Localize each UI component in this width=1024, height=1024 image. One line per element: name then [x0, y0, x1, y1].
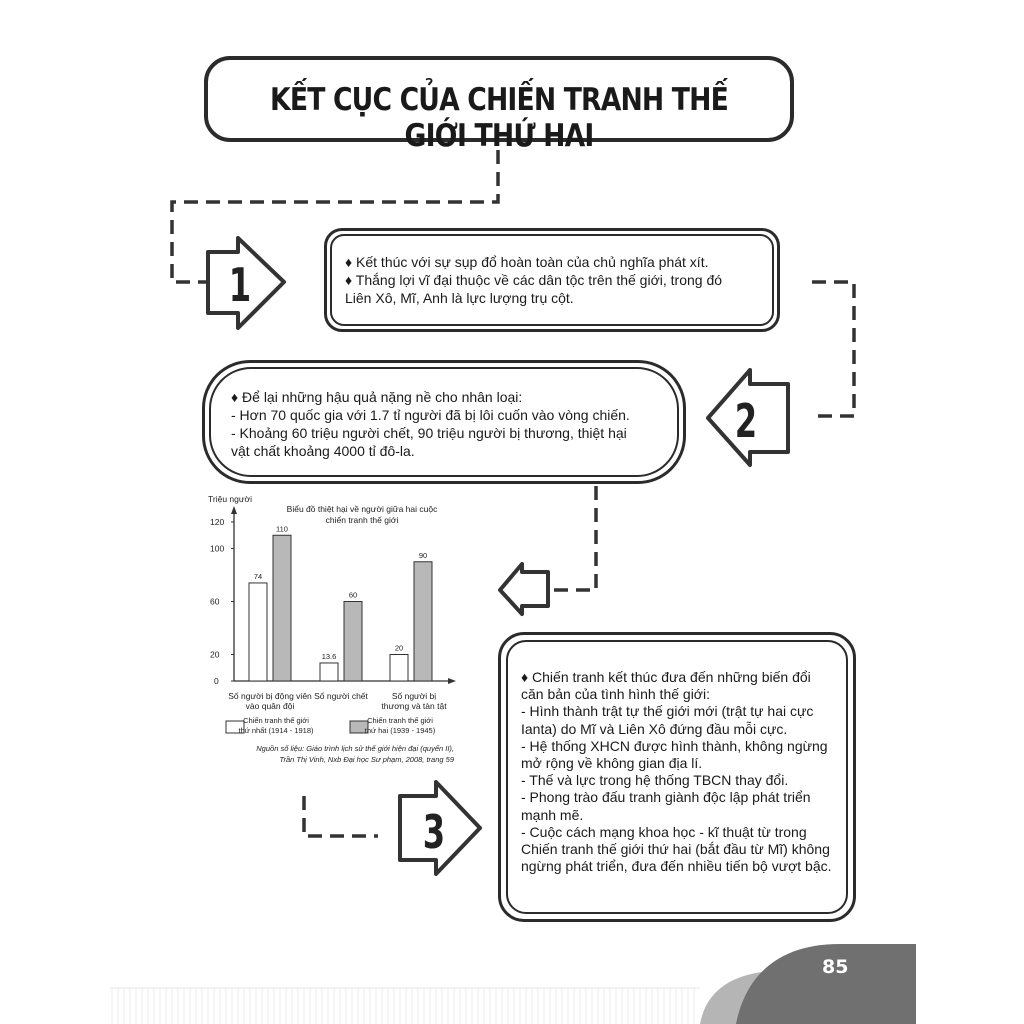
step-3-line: - Thế và lực trong hệ thống TBCN thay đổi.: [521, 772, 789, 789]
x-axis-arrow: [448, 678, 456, 684]
y-axis-arrow: [231, 506, 237, 514]
step-3-number: 3: [422, 806, 446, 860]
step-3-line: Chiến tranh thế giới thứ hai (bắt đầu từ Mĩ) không: [521, 841, 830, 858]
step-3-line: - Hình thành trật tự thế giới mới (trật tự hai cực: [521, 703, 814, 720]
step-3-line: ♦ Chiến tranh kết thúc đưa đến những biến đổi: [521, 669, 811, 685]
legend-label: thứ hai (1939 - 1945): [364, 726, 436, 735]
page-title: KẾT CỤC CỦA CHIẾN TRANH THẾ GIỚI THỨ HAI: [270, 82, 728, 154]
y-axis-label: Triệu người: [208, 494, 253, 504]
bar-value-label: 20: [394, 643, 404, 653]
bar: [320, 663, 338, 681]
y-tick-label: 0: [214, 676, 219, 686]
casualty-chart: [190, 488, 480, 778]
bar-value-label: 90: [418, 550, 428, 560]
legend-label: Chiến tranh thế giới: [367, 716, 433, 725]
step-2-line: - Hơn 70 quốc gia với 1.7 tỉ người đã bị lôi cuốn vào vòng chiến.: [231, 407, 630, 423]
bar: [390, 655, 408, 682]
step-1-line: ♦ Kết thúc với sự sụp đổ hoàn toàn của chủ nghĩa phát xít.: [345, 254, 709, 270]
y-tick-label: 20: [210, 649, 220, 660]
step-1-number: 1: [228, 259, 252, 313]
step-1-line: ♦ Thắng lợi vĩ đại thuộc về các dân tộc trên thế giới, trong đó: [345, 272, 723, 288]
chart-source: Nguồn số liệu: Giáo trình lịch sử thế giới hiện đại (quyển II),: [256, 744, 454, 753]
step-3-line: ngừng phát triển, đưa đến nhiều tiến bộ vượt bậc.: [521, 858, 832, 875]
step-2-line: ♦ Để lại những hậu quả nặng nề cho nhân loại:: [231, 389, 523, 405]
category-label: Số người bị: [391, 691, 437, 701]
step-3-line: - Phong trào đấu tranh giành độc lập phát triển: [521, 789, 811, 806]
step-2-number: 2: [734, 395, 758, 449]
bar-value-label: 60: [348, 590, 358, 600]
y-tick-label: 120: [210, 517, 225, 527]
step-3-text: [521, 669, 832, 875]
category-label: vào quân đội: [245, 701, 295, 711]
page-footer: [0, 940, 1024, 1024]
bar-value-label: 74: [253, 571, 263, 581]
category-label: Số người bị động viên: [228, 691, 312, 701]
chart-title: chiến tranh thế giới: [325, 515, 399, 525]
step-3-line: căn bản của tình hình thế giới:: [521, 686, 710, 703]
y-tick-label: 100: [210, 543, 225, 554]
category-label: Số người chết: [314, 691, 368, 701]
step-3-line: Ianta) do Mĩ và Liên Xô đứng đầu mỗi cực.: [521, 720, 788, 737]
step-3-line: mạnh mẽ.: [521, 806, 584, 823]
step-2-text: [231, 388, 630, 460]
chart-source: Trần Thị Vinh, Nxb Đại học Sư phạm, 2008, trang 59: [279, 755, 454, 764]
page-number: 85: [822, 956, 849, 978]
step-2-line: vật chất khoảng 4000 tỉ đô-la.: [231, 443, 415, 459]
category-label: thương và tàn tật: [381, 701, 447, 711]
chart-title: Biểu đồ thiệt hại về người giữa hai cuộc: [286, 504, 438, 514]
legend-label: thứ nhất (1914 - 1918): [238, 726, 314, 735]
bar-value-label: 13.6: [321, 651, 337, 661]
step-3-line: mở rộng về không gian địa lí.: [521, 755, 703, 772]
bar: [249, 583, 267, 681]
step-2-line: - Khoảng 60 triệu người chết, 90 triệu người bị thương, thiệt hại: [231, 425, 627, 441]
bar: [344, 602, 362, 682]
step-1-text: [345, 253, 722, 307]
step-3-line: - Cuộc cách mạng khoa học - kĩ thuật từ trong: [521, 823, 807, 840]
step-1-box: [324, 228, 780, 332]
small-left-arrow-icon: [500, 564, 548, 614]
step-3-line: - Hệ thống XHCN được hình thành, không ngừng: [521, 737, 828, 754]
step-1-line: Liên Xô, Mĩ, Anh là lực lượng trụ cột.: [345, 290, 574, 306]
bar-value-label: 110: [276, 524, 288, 534]
step-2-box: [202, 360, 686, 484]
bar: [414, 562, 432, 681]
legend-label: Chiến tranh thế giới: [243, 716, 309, 725]
bar: [273, 535, 291, 681]
y-tick-label: 60: [210, 596, 220, 607]
step-3-box: [498, 632, 856, 922]
